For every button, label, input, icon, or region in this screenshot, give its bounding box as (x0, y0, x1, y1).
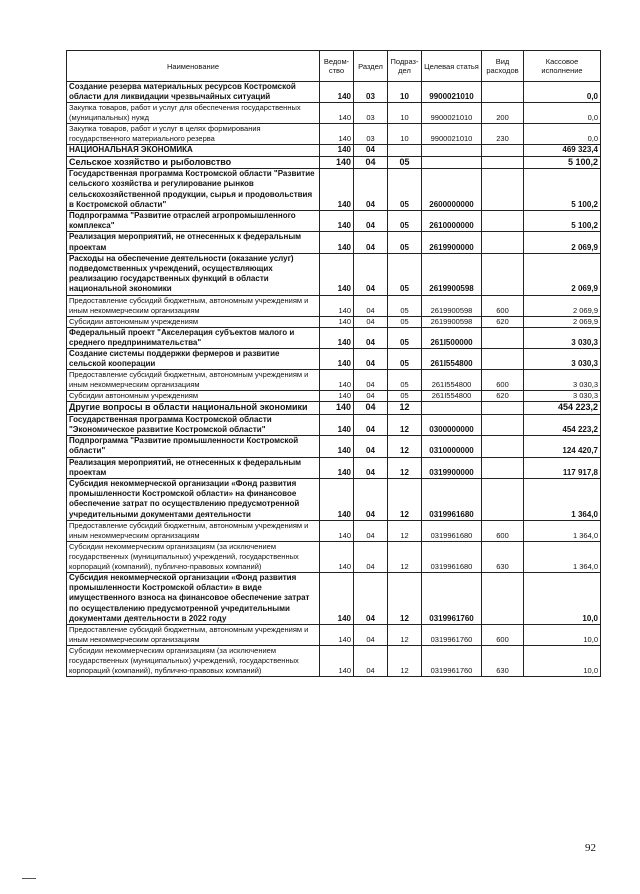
cell-kassovoe-ispolnenie: 2 069,9 (524, 295, 601, 316)
cell-podrazdel: 05 (388, 232, 422, 253)
table-row (67, 436, 601, 457)
cell-vid-rashodov: 630 (482, 541, 524, 572)
cell-vid-rashodov (482, 414, 524, 435)
cell-podrazdel: 05 (388, 156, 422, 169)
cell-celevaya-statya: 0319961680 (422, 520, 482, 541)
table-row (67, 348, 601, 369)
cell-celevaya-statya: 261I554800 (422, 370, 482, 391)
cell-vedomstvo: 140 (320, 327, 354, 348)
cell-kassovoe-ispolnenie: 5 100,2 (524, 156, 601, 169)
cell-podrazdel: 12 (388, 645, 422, 676)
cell-podrazdel (388, 145, 422, 156)
cell-kassovoe-ispolnenie: 3 030,3 (524, 327, 601, 348)
cell-vid-rashodov (482, 82, 524, 103)
cell-celevaya-statya: 0319961760 (422, 624, 482, 645)
table-row (67, 253, 601, 295)
cell-podrazdel: 12 (388, 479, 422, 521)
cell-razdel: 04 (354, 145, 388, 156)
cell-podrazdel: 05 (388, 348, 422, 369)
cell-vedomstvo: 140 (320, 572, 354, 624)
cell-razdel: 04 (354, 295, 388, 316)
cell-vid-rashodov (482, 232, 524, 253)
header-kassovoe-ispolnenie: Кассовое исполнение (524, 51, 601, 82)
page-number: 92 (585, 842, 596, 854)
budget-table (66, 50, 601, 677)
table-row (67, 520, 601, 541)
table-row (67, 645, 601, 676)
cell-kassovoe-ispolnenie: 10,0 (524, 572, 601, 624)
cell-razdel: 04 (354, 316, 388, 327)
cell-razdel: 04 (354, 210, 388, 231)
cell-podrazdel: 05 (388, 295, 422, 316)
cell-celevaya-statya: 0310000000 (422, 436, 482, 457)
cell-podrazdel: 12 (388, 541, 422, 572)
cell-vid-rashodov: 620 (482, 391, 524, 402)
cell-celevaya-statya: 9900021010 (422, 103, 482, 124)
cell-name: Субсидия некоммерческой организации «Фонд развития промышленности Костромской области» в виде имущественного взноса на финансовое обеспечение затрат по осуществлению предусмотренной учредительными документами деятельности в 2022 году (67, 572, 320, 624)
cell-kassovoe-ispolnenie: 454 223,2 (524, 402, 601, 415)
cell-kassovoe-ispolnenie: 0,0 (524, 103, 601, 124)
cell-razdel: 04 (354, 624, 388, 645)
cell-celevaya-statya: 0319961760 (422, 572, 482, 624)
cell-celevaya-statya (422, 156, 482, 169)
cell-name: Сельское хозяйство и рыболовство (67, 156, 320, 169)
table-body (67, 82, 601, 677)
cell-name: Реализация мероприятий, не отнесенных к федеральным проектам (67, 232, 320, 253)
cell-kassovoe-ispolnenie: 0,0 (524, 124, 601, 145)
cell-vid-rashodov: 200 (482, 103, 524, 124)
cell-vedomstvo: 140 (320, 402, 354, 415)
cell-vid-rashodov: 600 (482, 520, 524, 541)
table-row (67, 82, 601, 103)
cell-vedomstvo: 140 (320, 414, 354, 435)
cell-name: Государственная программа Костромской области "Развитие сельского хозяйства и регулирование рынков сельскохозяйственной продукции, сырья и продовольствия в Костромской области" (67, 169, 320, 211)
cell-celevaya-statya: 9900021010 (422, 82, 482, 103)
cell-podrazdel: 05 (388, 327, 422, 348)
cell-kassovoe-ispolnenie: 2 069,9 (524, 232, 601, 253)
table-row (67, 457, 601, 478)
cell-vedomstvo: 140 (320, 624, 354, 645)
cell-vid-rashodov (482, 156, 524, 169)
cell-name: Подпрограмма "Развитие промышленности Костромской области" (67, 436, 320, 457)
footer-mark (22, 878, 36, 879)
cell-name: Субсидии некоммерческим организациям (за исключением государственных (муниципальных) учреждений, государственных корпораций (компаний), публично-правовых компаний) (67, 645, 320, 676)
cell-podrazdel: 12 (388, 520, 422, 541)
cell-kassovoe-ispolnenie: 2 069,9 (524, 253, 601, 295)
cell-vedomstvo: 140 (320, 145, 354, 156)
cell-vid-rashodov (482, 348, 524, 369)
table-row (67, 103, 601, 124)
table-row (67, 124, 601, 145)
cell-razdel: 04 (354, 169, 388, 211)
cell-celevaya-statya: 0319961680 (422, 479, 482, 521)
cell-vid-rashodov: 620 (482, 316, 524, 327)
header-podrazdel: Подраз-дел (388, 51, 422, 82)
cell-vid-rashodov (482, 169, 524, 211)
cell-vedomstvo: 140 (320, 232, 354, 253)
cell-vid-rashodov: 630 (482, 645, 524, 676)
table-row (67, 316, 601, 327)
cell-razdel: 04 (354, 232, 388, 253)
table-row (67, 479, 601, 521)
cell-vedomstvo: 140 (320, 295, 354, 316)
cell-celevaya-statya: 0300000000 (422, 414, 482, 435)
cell-podrazdel: 05 (388, 316, 422, 327)
header-name: Наименование (67, 51, 320, 82)
cell-vedomstvo: 140 (320, 391, 354, 402)
cell-razdel: 04 (354, 253, 388, 295)
cell-kassovoe-ispolnenie: 3 030,3 (524, 391, 601, 402)
cell-kassovoe-ispolnenie: 1 364,0 (524, 479, 601, 521)
cell-podrazdel: 12 (388, 436, 422, 457)
cell-vid-rashodov (482, 479, 524, 521)
cell-vid-rashodov (482, 436, 524, 457)
cell-vedomstvo: 140 (320, 348, 354, 369)
table-row (67, 414, 601, 435)
cell-name: Закупка товаров, работ и услуг в целях формирования государственного материального резерва (67, 124, 320, 145)
cell-name: Федеральный проект "Акселерация субъектов малого и среднего предпринимательства" (67, 327, 320, 348)
cell-razdel: 04 (354, 645, 388, 676)
table-row (67, 541, 601, 572)
cell-celevaya-statya: 9900021010 (422, 124, 482, 145)
cell-vedomstvo: 140 (320, 316, 354, 327)
cell-vid-rashodov: 230 (482, 124, 524, 145)
table-row (67, 624, 601, 645)
cell-name: Создание системы поддержки фермеров и развитие сельской кооперации (67, 348, 320, 369)
cell-name: Субсидии автономным учреждениям (67, 316, 320, 327)
cell-kassovoe-ispolnenie: 454 223,2 (524, 414, 601, 435)
cell-podrazdel: 05 (388, 169, 422, 211)
cell-podrazdel: 12 (388, 414, 422, 435)
cell-kassovoe-ispolnenie: 0,0 (524, 82, 601, 103)
cell-vid-rashodov: 600 (482, 370, 524, 391)
cell-celevaya-statya: 2600000000 (422, 169, 482, 211)
cell-podrazdel: 12 (388, 402, 422, 415)
cell-celevaya-statya: 2619900598 (422, 253, 482, 295)
cell-kassovoe-ispolnenie: 117 917,8 (524, 457, 601, 478)
cell-podrazdel: 05 (388, 370, 422, 391)
table-row (67, 327, 601, 348)
cell-vid-rashodov: 600 (482, 624, 524, 645)
cell-vid-rashodov (482, 457, 524, 478)
cell-kassovoe-ispolnenie: 1 364,0 (524, 520, 601, 541)
cell-kassovoe-ispolnenie: 1 364,0 (524, 541, 601, 572)
cell-podrazdel: 05 (388, 391, 422, 402)
cell-razdel: 04 (354, 402, 388, 415)
cell-vid-rashodov (482, 402, 524, 415)
table-row (67, 210, 601, 231)
cell-razdel: 04 (354, 156, 388, 169)
table-row (67, 156, 601, 169)
header-vid-rashodov: Вид расходов (482, 51, 524, 82)
table-row (67, 169, 601, 211)
cell-vid-rashodov (482, 572, 524, 624)
cell-vid-rashodov (482, 145, 524, 156)
cell-vedomstvo: 140 (320, 253, 354, 295)
cell-celevaya-statya: 0319961760 (422, 645, 482, 676)
cell-razdel: 04 (354, 479, 388, 521)
header-razdel: Раздел (354, 51, 388, 82)
cell-vedomstvo: 140 (320, 82, 354, 103)
table-row (67, 391, 601, 402)
cell-razdel: 04 (354, 436, 388, 457)
cell-podrazdel: 05 (388, 253, 422, 295)
cell-podrazdel: 10 (388, 124, 422, 145)
cell-celevaya-statya: 2619900598 (422, 316, 482, 327)
cell-celevaya-statya (422, 145, 482, 156)
cell-razdel: 04 (354, 457, 388, 478)
table-row (67, 572, 601, 624)
cell-podrazdel: 12 (388, 624, 422, 645)
cell-celevaya-statya: 2610000000 (422, 210, 482, 231)
cell-vedomstvo: 140 (320, 370, 354, 391)
cell-kassovoe-ispolnenie: 3 030,3 (524, 370, 601, 391)
cell-vedomstvo: 140 (320, 520, 354, 541)
cell-kassovoe-ispolnenie: 10,0 (524, 645, 601, 676)
cell-razdel: 03 (354, 124, 388, 145)
cell-celevaya-statya: 0319961680 (422, 541, 482, 572)
cell-razdel: 03 (354, 103, 388, 124)
table-header-row (67, 51, 601, 82)
cell-name: НАЦИОНАЛЬНАЯ ЭКОНОМИКА (67, 145, 320, 156)
header-vedomstvo: Ведом-ство (320, 51, 354, 82)
table-row (67, 145, 601, 156)
cell-vedomstvo: 140 (320, 124, 354, 145)
cell-vedomstvo: 140 (320, 457, 354, 478)
cell-kassovoe-ispolnenie: 10,0 (524, 624, 601, 645)
cell-vedomstvo: 140 (320, 541, 354, 572)
cell-kassovoe-ispolnenie: 469 323,4 (524, 145, 601, 156)
cell-razdel: 04 (354, 370, 388, 391)
cell-razdel: 04 (354, 520, 388, 541)
header-celevaya-statya: Целевая статья (422, 51, 482, 82)
cell-name: Субсидия некоммерческой организации «Фонд развития промышленности Костромской области» на финансовое обеспечение затрат по осуществлению предусмотренной учредительными документами деятельности (67, 479, 320, 521)
cell-name: Предоставление субсидий бюджетным, автономным учреждениям и иным некоммерческим организациям (67, 370, 320, 391)
cell-vid-rashodov (482, 253, 524, 295)
cell-celevaya-statya: 2619900598 (422, 295, 482, 316)
cell-vid-rashodov (482, 210, 524, 231)
cell-name: Предоставление субсидий бюджетным, автономным учреждениям и иным некоммерческим организациям (67, 295, 320, 316)
cell-celevaya-statya: 261I554800 (422, 348, 482, 369)
cell-vid-rashodov (482, 327, 524, 348)
cell-podrazdel: 12 (388, 457, 422, 478)
cell-vedomstvo: 140 (320, 103, 354, 124)
cell-razdel: 03 (354, 82, 388, 103)
cell-name: Закупка товаров, работ и услуг для обеспечения государственных (муниципальных) нужд (67, 103, 320, 124)
cell-name: Предоставление субсидий бюджетным, автономным учреждениям и иным некоммерческим организациям (67, 520, 320, 541)
cell-razdel: 04 (354, 414, 388, 435)
cell-kassovoe-ispolnenie: 5 100,2 (524, 210, 601, 231)
cell-kassovoe-ispolnenie: 2 069,9 (524, 316, 601, 327)
cell-razdel: 04 (354, 391, 388, 402)
cell-name: Другие вопросы в области национальной экономики (67, 402, 320, 415)
cell-vid-rashodov: 600 (482, 295, 524, 316)
cell-kassovoe-ispolnenie: 3 030,3 (524, 348, 601, 369)
cell-vedomstvo: 140 (320, 210, 354, 231)
cell-kassovoe-ispolnenie: 124 420,7 (524, 436, 601, 457)
cell-razdel: 04 (354, 327, 388, 348)
cell-vedomstvo: 140 (320, 645, 354, 676)
table-row (67, 232, 601, 253)
cell-celevaya-statya: 261I500000 (422, 327, 482, 348)
cell-razdel: 04 (354, 348, 388, 369)
cell-name: Субсидии автономным учреждениям (67, 391, 320, 402)
cell-name: Создание резерва материальных ресурсов Костромской области для ликвидации чрезвычайных ситуаций (67, 82, 320, 103)
cell-podrazdel: 12 (388, 572, 422, 624)
cell-name: Подпрограмма "Развитие отраслей агропромышленного комплекса" (67, 210, 320, 231)
cell-razdel: 04 (354, 541, 388, 572)
cell-vedomstvo: 140 (320, 156, 354, 169)
cell-podrazdel: 10 (388, 82, 422, 103)
table-row (67, 370, 601, 391)
cell-name: Государственная программа Костромской области "Экономическое развитие Костромской области" (67, 414, 320, 435)
cell-name: Предоставление субсидий бюджетным, автономным учреждениям и иным некоммерческим организациям (67, 624, 320, 645)
table-row (67, 295, 601, 316)
cell-kassovoe-ispolnenie: 5 100,2 (524, 169, 601, 211)
cell-celevaya-statya: 0319900000 (422, 457, 482, 478)
cell-celevaya-statya: 2619900000 (422, 232, 482, 253)
cell-podrazdel: 05 (388, 210, 422, 231)
cell-celevaya-statya: 261I554800 (422, 391, 482, 402)
cell-vedomstvo: 140 (320, 169, 354, 211)
cell-vedomstvo: 140 (320, 479, 354, 521)
cell-name: Субсидии некоммерческим организациям (за исключением государственных (муниципальных) учреждений, государственных корпораций (компаний), публично-правовых компаний) (67, 541, 320, 572)
cell-name: Реализация мероприятий, не отнесенных к федеральным проектам (67, 457, 320, 478)
cell-vedomstvo: 140 (320, 436, 354, 457)
cell-name: Расходы на обеспечение деятельности (оказание услуг) подведомственных учреждений, осуществляющих реализацию государственных функций в области национальной экономики (67, 253, 320, 295)
cell-celevaya-statya (422, 402, 482, 415)
table-row (67, 402, 601, 415)
cell-razdel: 04 (354, 572, 388, 624)
cell-podrazdel: 10 (388, 103, 422, 124)
